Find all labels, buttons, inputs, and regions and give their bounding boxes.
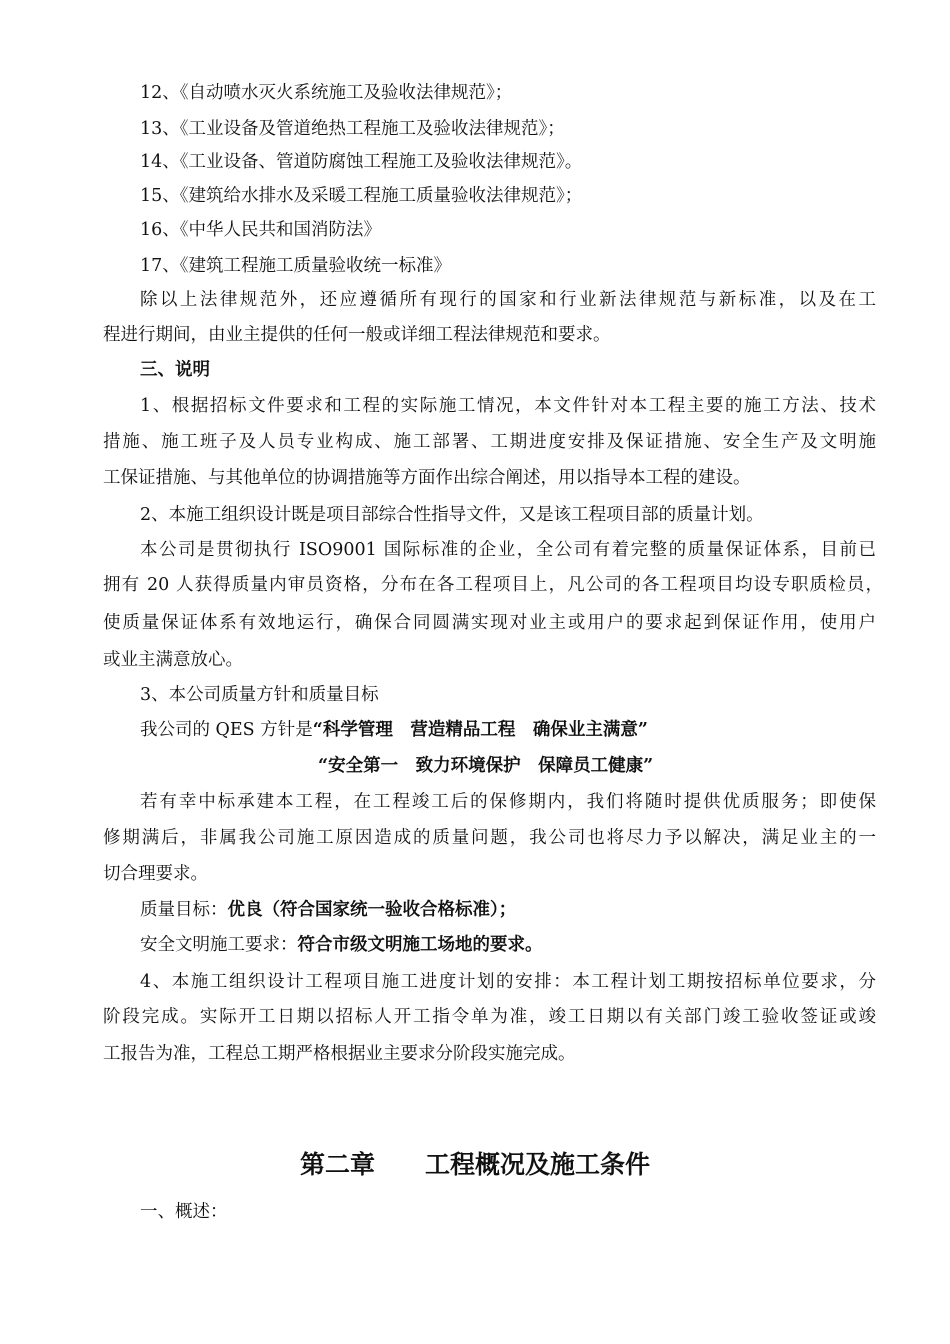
item2-text: 2、本施工组织设计既是项目部综合性指导文件，又是该工程项目部的质量计划。 [140, 505, 764, 525]
qes-policy-line-1 [140, 718, 920, 742]
company-paragraph-line-3: 使质量保证体系有效地运行，确保合同圆满实现对业主或用户的要求起到保证作用，使用户 [103, 613, 876, 633]
quality-target-value: 优良（符合国家统一验收合格标准）； [227, 900, 517, 920]
qes-policy-slogan-1: “科学管理 营造精品工程 确保业主满意” [312, 720, 648, 740]
item1-line-3: 工保证措施、与其他单位的协调措施等方面作出综合阐述，用以指导本工程的建设。 [103, 468, 751, 488]
extra-standards-paragraph-line-2: 程进行期间，由业主提供的任何一般或详细工程法律规范和要求。 [103, 325, 611, 345]
item4-line-2: 阶段完成。实际开工日期以招标人开工指令单为准，竣工日期以有关部门竣工验收签证或竣 [103, 1007, 876, 1027]
item4-line-1: 4、本施工组织设计工程项目施工进度计划的安排：本工程计划工期按招标单位要求，分 [140, 972, 876, 992]
item4-line-3: 工报告为准，工程总工期严格根据业主要求分阶段实施完成。 [103, 1044, 576, 1064]
safety-requirement-label: 安全文明施工要求： [140, 935, 298, 955]
service-paragraph-line-3: 切合理要求。 [103, 864, 208, 884]
safety-requirement [140, 933, 920, 957]
item1-line-1: 1、根据招标文件要求和工程的实际施工情况，本文件针对本工程主要的施工方法、技术 [140, 396, 876, 416]
reference-item-12: 12、《自动喷水灭火系统施工及验收法律规范》； [140, 83, 513, 103]
service-paragraph-line-1: 若有幸中标承建本工程，在工程竣工后的保修期内，我们将随时提供优质服务；即使保 [140, 792, 876, 812]
overview-heading: 一、概述： [140, 1202, 228, 1222]
reference-item-13: 13、《工业设备及管道绝热工程施工及验收法律规范》； [140, 119, 565, 139]
section-heading-explanation: 三、说明 [140, 360, 210, 380]
company-paragraph-line-4: 或业主满意放心。 [103, 650, 243, 670]
quality-target-label: 质量目标： [140, 900, 228, 920]
safety-requirement-value: 符合市级文明施工场地的要求。 [297, 935, 543, 955]
reference-item-15: 15、《建筑给水排水及采暖工程施工质量验收法律规范》； [140, 186, 583, 206]
qes-policy-slogan-2: “安全第一 致力环境保护 保障员工健康” [318, 756, 654, 776]
chapter-title: 第二章 工程概况及施工条件 [299, 1150, 650, 1179]
service-paragraph-line-2: 修期满后，非属我公司施工原因造成的质量问题，我公司也将尽力予以解决，满足业主的一 [103, 828, 876, 848]
reference-item-16: 16、《中华人民共和国消防法》 [140, 220, 382, 240]
quality-target [140, 898, 920, 922]
company-paragraph-line-1: 本公司是贯彻执行 ISO9001 国际标准的企业，全公司有着完整的质量保证体系，目前已 [140, 540, 876, 560]
reference-item-14: 14、《工业设备、管道防腐蚀工程施工及验收法律规范》。 [140, 152, 583, 172]
reference-item-17: 17、《建筑工程施工质量验收统一标准》 [140, 256, 452, 276]
item3-heading: 3、本公司质量方针和质量目标 [140, 685, 379, 705]
qes-policy-prefix: 我公司的 QES 方针是 [140, 720, 313, 740]
company-paragraph-line-2: 拥有 20 人获得质量内审员资格，分布在各工程项目上，凡公司的各工程项目均设专职质检员， [103, 575, 883, 595]
item1-line-2: 措施、施工班子及人员专业构成、施工部署、工期进度安排及保证措施、安全生产及文明施 [103, 432, 876, 452]
extra-standards-paragraph-line-1: 除以上法律规范外，还应遵循所有现行的国家和行业新法律规范与新标准，以及在工 [140, 290, 876, 310]
